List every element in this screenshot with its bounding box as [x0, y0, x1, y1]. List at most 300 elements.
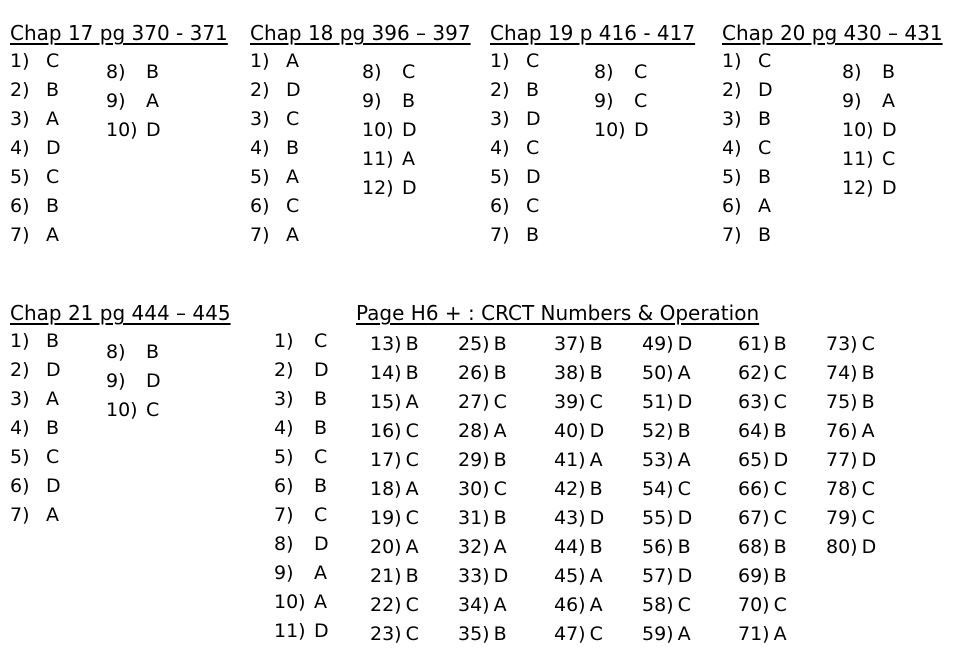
question-number: 9) [106, 90, 126, 112]
answer-letter: D [882, 119, 897, 141]
answer-item [594, 87, 649, 116]
answer-item [10, 414, 61, 443]
answer-letter: C [758, 50, 772, 72]
answer-item [10, 47, 61, 76]
question-number: 71) [738, 623, 770, 645]
answer-item [738, 446, 788, 475]
question-number: 38) [554, 362, 586, 384]
question-number: 1) [10, 330, 30, 352]
answer-letter: C [861, 507, 875, 529]
question-number: 28) [458, 420, 490, 442]
answer-item [826, 446, 876, 475]
answer-letter: C [526, 195, 540, 217]
answer-item [362, 174, 417, 203]
answer-letter: B [589, 333, 603, 355]
answer-item [362, 58, 417, 87]
answer-item [458, 446, 508, 475]
answer-letter: A [677, 362, 691, 384]
answer-column [370, 330, 419, 649]
question-number: 59) [642, 623, 674, 645]
answer-letter: C [773, 507, 787, 529]
answer-item [490, 134, 541, 163]
answer-item [250, 105, 301, 134]
question-number: 13) [370, 333, 402, 355]
question-number: 4) [490, 137, 510, 159]
answer-letter: D [758, 79, 773, 101]
answer-letter: C [526, 137, 540, 159]
question-number: 41) [554, 449, 586, 471]
answer-item [458, 591, 508, 620]
question-number: 29) [458, 449, 490, 471]
answer-letter: A [882, 90, 895, 112]
answer-item [554, 620, 604, 649]
answer-letter: C [493, 478, 507, 500]
question-number: 9) [842, 90, 862, 112]
answer-item [554, 446, 604, 475]
answer-letter: B [46, 330, 60, 352]
question-number: 79) [826, 507, 858, 529]
question-number: 10) [274, 591, 306, 613]
answer-letter: C [405, 594, 419, 616]
question-number: 2) [10, 79, 30, 101]
answer-column [10, 47, 61, 250]
answer-item [106, 396, 161, 425]
answer-letter: C [405, 449, 419, 471]
question-number: 70) [738, 594, 770, 616]
question-number: 57) [642, 565, 674, 587]
question-number: 6) [274, 475, 294, 497]
question-number: 37) [554, 333, 586, 355]
answer-item [738, 504, 788, 533]
question-number: 6) [10, 195, 30, 217]
answer-item [826, 417, 876, 446]
answer-letter: C [46, 50, 60, 72]
answer-letter: C [677, 594, 691, 616]
question-number: 6) [490, 195, 510, 217]
question-number: 56) [642, 536, 674, 558]
answer-letter: D [402, 177, 417, 199]
answer-item [370, 475, 419, 504]
answer-item [554, 591, 604, 620]
answer-letter: C [314, 504, 328, 526]
question-number: 55) [642, 507, 674, 529]
question-number: 32) [458, 536, 490, 558]
question-number: 1) [490, 50, 510, 72]
answer-letter: C [402, 61, 416, 83]
question-number: 16) [370, 420, 402, 442]
answer-item [370, 359, 419, 388]
answer-letter: B [405, 565, 419, 587]
question-number: 69) [738, 565, 770, 587]
answer-letter: B [493, 623, 507, 645]
answer-item [722, 47, 773, 76]
question-number: 22) [370, 594, 402, 616]
answer-item [10, 221, 61, 250]
answer-item [642, 504, 692, 533]
answer-item [842, 58, 897, 87]
answer-column [490, 47, 541, 250]
answer-letter: B [286, 137, 300, 159]
answer-item [826, 504, 876, 533]
answer-item [642, 388, 692, 417]
answer-item [10, 385, 61, 414]
answer-item [738, 533, 788, 562]
answer-letter: A [46, 504, 59, 526]
answer-letter: D [146, 370, 161, 392]
answer-letter: A [773, 623, 787, 645]
answer-letter: A [286, 50, 299, 72]
question-number: 9) [274, 562, 294, 584]
answer-item [738, 359, 788, 388]
answer-item [826, 359, 876, 388]
answer-item [554, 504, 604, 533]
answer-item [738, 591, 788, 620]
answer-item [274, 617, 329, 646]
question-number: 8) [106, 61, 126, 83]
answer-letter: B [758, 108, 772, 130]
answer-item [554, 533, 604, 562]
answer-letter: C [286, 108, 300, 130]
answer-letter: B [314, 475, 328, 497]
answer-item [554, 417, 604, 446]
answer-letter: C [677, 478, 691, 500]
question-number: 4) [250, 137, 270, 159]
question-number: 7) [722, 224, 742, 246]
question-number: 77) [826, 449, 858, 471]
question-number: 1) [10, 50, 30, 72]
answer-letter: C [493, 391, 507, 413]
answer-letter: C [861, 333, 875, 355]
answer-item [274, 327, 329, 356]
answer-column [554, 330, 604, 649]
answer-item [642, 330, 692, 359]
answer-letter: C [758, 137, 772, 159]
answer-letter: A [493, 536, 507, 558]
answer-item [490, 221, 541, 250]
answer-letter: D [146, 119, 161, 141]
answer-item [738, 330, 788, 359]
answer-item [370, 330, 419, 359]
answer-item [106, 58, 161, 87]
section-heading-crct: Page H6 + : CRCT Numbers & Operation [356, 301, 760, 325]
answer-letter: A [314, 562, 327, 584]
answer-item [738, 388, 788, 417]
answer-column [826, 330, 876, 562]
answer-letter: C [405, 623, 419, 645]
answer-letter: C [46, 446, 60, 468]
answer-item [826, 330, 876, 359]
answer-letter: B [882, 61, 896, 83]
question-number: 74) [826, 362, 858, 384]
question-number: 8) [274, 533, 294, 555]
answer-item [642, 533, 692, 562]
question-number: 49) [642, 333, 674, 355]
question-number: 5) [274, 446, 294, 468]
question-number: 7) [10, 224, 30, 246]
question-number: 8) [594, 61, 614, 83]
question-number: 67) [738, 507, 770, 529]
answer-item [274, 588, 329, 617]
answer-item [490, 192, 541, 221]
answer-letter: C [773, 594, 787, 616]
answer-letter: B [402, 90, 416, 112]
answer-item [722, 163, 773, 192]
question-number: 50) [642, 362, 674, 384]
answer-item [250, 47, 301, 76]
question-number: 3) [10, 108, 30, 130]
answer-item [10, 501, 61, 530]
question-number: 14) [370, 362, 402, 384]
answer-letter: A [46, 388, 59, 410]
question-number: 5) [10, 166, 30, 188]
answer-item [250, 134, 301, 163]
answer-letter: B [526, 79, 540, 101]
answer-letter: A [493, 420, 507, 442]
question-number: 42) [554, 478, 586, 500]
answer-letter: B [146, 61, 160, 83]
question-number: 76) [826, 420, 858, 442]
answer-letter: C [589, 391, 603, 413]
answer-item [10, 192, 61, 221]
answer-item [458, 562, 508, 591]
answer-item [738, 562, 788, 591]
section-heading-chap-20: Chap 20 pg 430 – 431 [722, 21, 943, 45]
answer-letter: C [146, 399, 160, 421]
question-number: 19) [370, 507, 402, 529]
answer-letter: C [773, 362, 787, 384]
answer-letter: A [677, 449, 691, 471]
answer-item [722, 221, 773, 250]
answer-letter: D [589, 507, 605, 529]
answer-letter: D [861, 536, 877, 558]
question-number: 9) [362, 90, 382, 112]
answer-item [554, 330, 604, 359]
section-heading-chap-17: Chap 17 pg 370 - 371 [10, 21, 228, 45]
answer-letter: B [493, 449, 507, 471]
question-number: 75) [826, 391, 858, 413]
question-number: 18) [370, 478, 402, 500]
question-number: 35) [458, 623, 490, 645]
answer-letter: A [46, 224, 59, 246]
question-number: 7) [10, 504, 30, 526]
answer-item [490, 163, 541, 192]
answer-letter: B [589, 362, 603, 384]
question-number: 33) [458, 565, 490, 587]
question-number: 8) [362, 61, 382, 83]
answer-item [642, 417, 692, 446]
answer-letter: D [314, 359, 329, 381]
answer-letter: A [405, 536, 419, 558]
answer-letter: D [402, 119, 417, 141]
answer-item [458, 620, 508, 649]
question-number: 47) [554, 623, 586, 645]
answer-item [362, 116, 417, 145]
question-number: 52) [642, 420, 674, 442]
answer-column [274, 327, 329, 646]
answer-letter: A [677, 623, 691, 645]
answer-letter: A [405, 391, 419, 413]
question-number: 9) [106, 370, 126, 392]
question-number: 34) [458, 594, 490, 616]
answer-item [250, 163, 301, 192]
answer-letter: A [46, 108, 59, 130]
question-number: 2) [250, 79, 270, 101]
question-number: 10) [842, 119, 874, 141]
question-number: 5) [722, 166, 742, 188]
answer-letter: B [677, 536, 691, 558]
answer-letter: D [677, 333, 693, 355]
answer-letter: D [286, 79, 301, 101]
answer-item [274, 414, 329, 443]
answer-item [458, 388, 508, 417]
question-number: 8) [106, 341, 126, 363]
section-heading-chap-19: Chap 19 p 416 - 417 [490, 21, 696, 45]
answer-item [826, 475, 876, 504]
answer-item [370, 533, 419, 562]
answer-item [842, 116, 897, 145]
answer-item [826, 388, 876, 417]
question-number: 2) [10, 359, 30, 381]
answer-item [842, 87, 897, 116]
answer-item [594, 116, 649, 145]
answer-letter: C [634, 61, 648, 83]
answer-item [642, 591, 692, 620]
answer-column [106, 58, 161, 145]
answer-letter: B [861, 391, 875, 413]
question-number: 30) [458, 478, 490, 500]
answer-letter: B [46, 79, 60, 101]
question-number: 2) [722, 79, 742, 101]
question-number: 61) [738, 333, 770, 355]
answer-item [554, 388, 604, 417]
question-number: 10) [594, 119, 626, 141]
answer-item [10, 134, 61, 163]
answer-item [362, 87, 417, 116]
answer-letter: D [589, 420, 605, 442]
answer-item [370, 388, 419, 417]
answer-letter: B [773, 536, 787, 558]
answer-column [362, 58, 417, 203]
question-number: 31) [458, 507, 490, 529]
answer-item [738, 620, 788, 649]
question-number: 25) [458, 333, 490, 355]
question-number: 11) [362, 148, 394, 170]
question-number: 46) [554, 594, 586, 616]
answer-letter: B [314, 417, 328, 439]
question-number: 4) [10, 417, 30, 439]
question-number: 66) [738, 478, 770, 500]
answer-item [106, 116, 161, 145]
question-number: 27) [458, 391, 490, 413]
answer-item [738, 417, 788, 446]
answer-letter: C [882, 148, 896, 170]
question-number: 11) [842, 148, 874, 170]
answer-letter: C [634, 90, 648, 112]
answer-letter: A [405, 478, 419, 500]
answer-letter: A [589, 565, 603, 587]
answer-letter: D [46, 137, 61, 159]
answer-item [642, 359, 692, 388]
question-number: 3) [274, 388, 294, 410]
answer-item [722, 192, 773, 221]
answer-item [458, 533, 508, 562]
answer-letter: C [589, 623, 603, 645]
answer-item [458, 504, 508, 533]
answer-letter: D [314, 533, 329, 555]
answer-letter: C [405, 507, 419, 529]
answer-letter: B [773, 333, 787, 355]
question-number: 20) [370, 536, 402, 558]
question-number: 23) [370, 623, 402, 645]
answer-column [458, 330, 508, 649]
answer-letter: B [589, 478, 603, 500]
question-number: 26) [458, 362, 490, 384]
answer-item [642, 446, 692, 475]
answer-column [594, 58, 649, 145]
answer-letter: B [677, 420, 691, 442]
answer-item [842, 174, 897, 203]
answer-item [458, 475, 508, 504]
answer-item [106, 367, 161, 396]
answer-letter: D [526, 108, 541, 130]
question-number: 5) [490, 166, 510, 188]
answer-item [458, 330, 508, 359]
answer-item [250, 192, 301, 221]
question-number: 21) [370, 565, 402, 587]
answer-letter: A [589, 594, 603, 616]
answer-item [370, 504, 419, 533]
question-number: 1) [250, 50, 270, 72]
answer-letter: A [589, 449, 603, 471]
answer-letter: A [146, 90, 159, 112]
answer-item [458, 359, 508, 388]
question-number: 68) [738, 536, 770, 558]
question-number: 80) [826, 536, 858, 558]
answer-letter: B [405, 333, 419, 355]
question-number: 7) [490, 224, 510, 246]
answer-letter: D [46, 475, 61, 497]
answer-letter: B [589, 536, 603, 558]
question-number: 5) [250, 166, 270, 188]
answer-item [554, 562, 604, 591]
answer-column [722, 47, 773, 250]
answer-letter: D [773, 449, 789, 471]
question-number: 4) [722, 137, 742, 159]
answer-item [274, 356, 329, 385]
question-number: 17) [370, 449, 402, 471]
answer-item [274, 385, 329, 414]
question-number: 7) [250, 224, 270, 246]
question-number: 3) [490, 108, 510, 130]
answer-item [10, 356, 61, 385]
answer-letter: D [526, 166, 541, 188]
answer-letter: B [46, 417, 60, 439]
question-number: 53) [642, 449, 674, 471]
answer-letter: D [634, 119, 649, 141]
answer-item [370, 417, 419, 446]
answer-letter: D [882, 177, 897, 199]
question-number: 12) [842, 177, 874, 199]
question-number: 11) [274, 620, 306, 642]
answer-item [362, 145, 417, 174]
question-number: 73) [826, 333, 858, 355]
question-number: 44) [554, 536, 586, 558]
answer-item [274, 501, 329, 530]
answer-letter: B [493, 333, 507, 355]
question-number: 5) [10, 446, 30, 468]
question-number: 65) [738, 449, 770, 471]
answer-letter: A [861, 420, 875, 442]
